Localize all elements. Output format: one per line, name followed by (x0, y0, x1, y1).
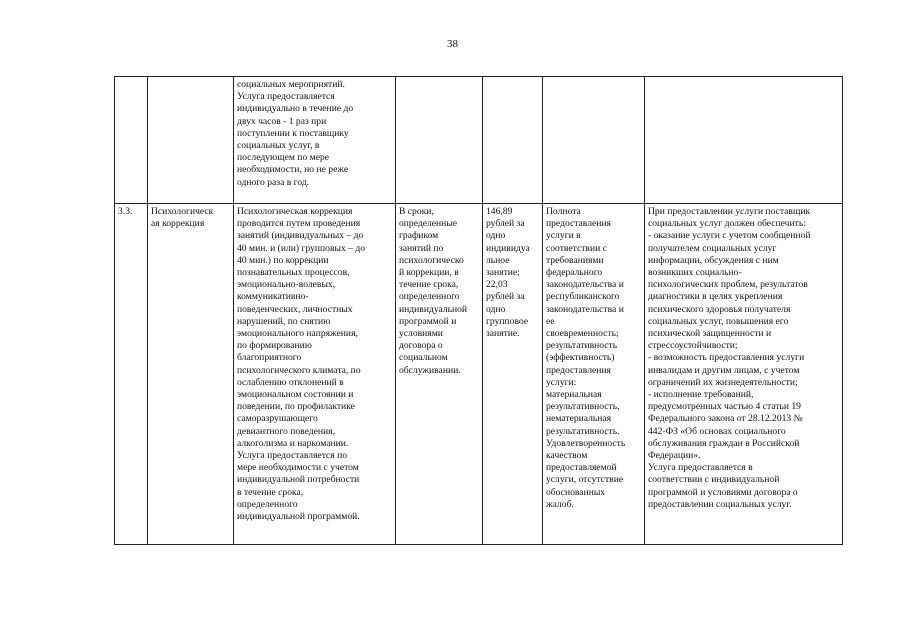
cell-service-price: 146,89 рублей за одно индивидуа льное занятие; 22,03 рублей за одно групповое занятие. (483, 204, 543, 545)
page-number: 38 (447, 38, 458, 50)
cell-quality-indicators: Полнота предоставления услуги в соответствии с требованиями федерального законодательства и республиканского законодательства и ее своевременность; результативность (эффективность) предоставления услуги: материальная результативность, нематериальная результативность. Удовлетворенность качеством предоставляемой услуги, отсутствие обоснованных жалоб. (543, 204, 645, 545)
cell-number: 3.3. (115, 204, 148, 545)
cell-service-terms (396, 77, 483, 204)
table-row-continuation (115, 77, 843, 204)
cell-service-description: Психологическая коррекция проводится путем проведения занятий (индивидуальных – до 40 мин. и (или) групповых – до 40 мин.) по коррекции познавательных процессов, эмоционально-волевых, коммуникативно- поведенческих, личностных нарушений, по снятию эмоционального напряжения, по формированию благоприятного психологического климата, по ослаблению отклонений в эмоциональном состоянии и поведении, по профилактике саморазрушающего девиантного поведения, алкоголизма и наркомании. Услуга предоставляется по мере необходимости с учетом индивидуальной потребности в течение срока, определенного индивидуальной программой. (234, 204, 396, 545)
cell-conditions (645, 77, 843, 204)
cell-service-price (483, 77, 543, 204)
cell-number (115, 77, 148, 204)
cell-service-name (148, 77, 234, 204)
table-row-3-3 (115, 204, 843, 545)
cell-conditions: При предоставлении услуги поставщик социальных услуг должен обеспечить: - оказание услуги с учетом сообщенной получателем социальных услуг информации, обсуждения с ним возникших социально- психологических проблем, результатов диагностики в целях укрепления психического здоровья получателя социальных услуг, повышения его психической защищенности и стрессоустойчивости; - возможность предоставления услуги инвалидам и другим лицам, с учетом ограничений их жизнедеятельности; - исполнение требований, предусмотренных частью 4 статьи 19 Федерального закона от 28.12.2013 № 442-ФЗ «Об основах социального обслуживания граждан в Российской Федерации». Услуга предоставляется в соответствии с индивидуальной программой и условиями договора о предоставлении социальных услуг. (645, 204, 843, 545)
services-table (114, 76, 843, 545)
cell-service-terms: В сроки, определенные графиком занятий по психологическо й коррекции, в течение срока, определенного индивидуальной программой и условиями договора о социальном обслуживании. (396, 204, 483, 545)
cell-quality-indicators (543, 77, 645, 204)
cell-service-description: социальных мероприятий. Услуга предоставляется индивидуально в течение до двух часов - 1 раз при поступлении к поставщику социальных услуг, в последующем по мере необходимости, но не реже одного раза в год. (234, 77, 396, 204)
cell-service-name: Психологическ ая коррекция (148, 204, 234, 545)
